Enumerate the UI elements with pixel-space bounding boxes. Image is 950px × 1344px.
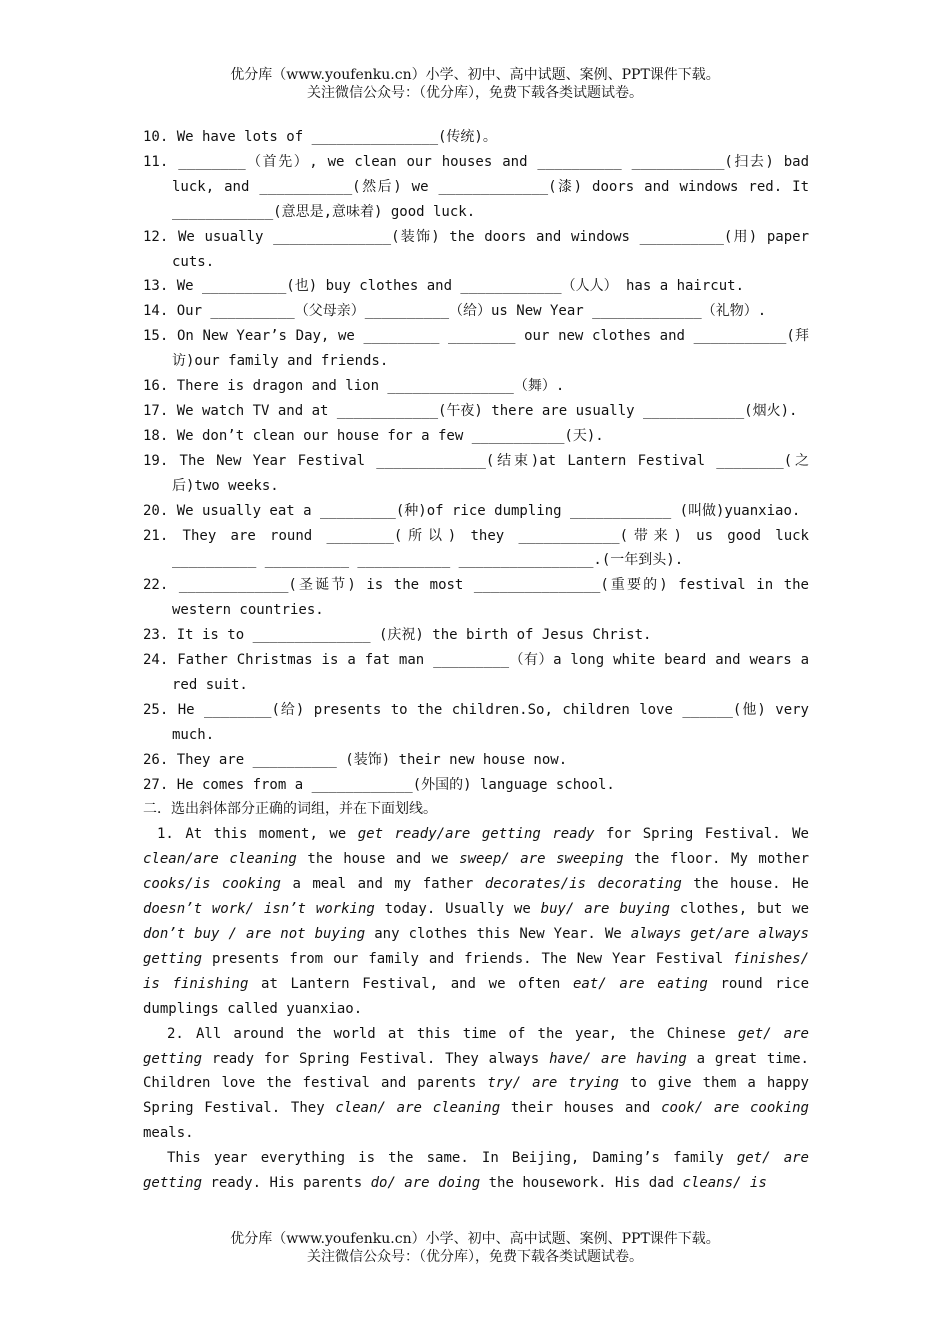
exercise-item-13: 13. We __________(也) buy clothes and ____________（人人） has a haircut. <box>143 278 745 295</box>
passage-text: a great time. Children love the festival and parents <box>143 1050 809 1092</box>
page-header <box>0 66 950 102</box>
exercise-item-12: 12. We usually ______________(装饰) the doors and windows __________(用) paper cuts. <box>143 228 809 270</box>
footer-line-1: 优分库（www.youfenku.cn）小学、初中、高中试题、案例、PPT课件下载。 <box>230 1231 720 1247</box>
page-footer <box>0 1230 950 1266</box>
passage-text: meals. <box>143 1125 194 1142</box>
choice-option: cook/ are cooking <box>661 1100 809 1117</box>
exercise-item-24: 24. Father Christmas is a fat man _________（有）a long white beard and wears a red suit. <box>143 652 809 693</box>
passage-text: today. Usually we <box>374 901 541 918</box>
passage-text: a meal and my father <box>280 876 485 893</box>
section-2-title: 二．选出斜体部分正确的词组，并在下面划线。 <box>143 801 437 818</box>
passage-text: presents from our family and friends. The New Year Festival <box>202 950 734 967</box>
passage-text: 1. At this moment, we <box>157 826 358 843</box>
exercise-item-27: 27. He comes from a ____________(外国的) language school. <box>143 776 615 793</box>
passage-text: the floor. My mother <box>623 851 809 868</box>
choice-option: cleans/ is <box>682 1175 767 1192</box>
header-line-1: 优分库（www.youfenku.cn）小学、初中、高中试题、案例、PPT课件下载。 <box>230 67 720 83</box>
passage-text: any clothes this New Year. We <box>365 926 631 942</box>
passage-text: their houses and <box>500 1100 662 1117</box>
exercise-item-25: 25. He ________(给) presents to the children.So, children love ______(他) very much. <box>143 701 809 743</box>
exercise-item-11: 11. ________（首先）, we clean our houses and __________ ___________(扫去) bad luck, and ___________(然后) we _____________(漆) doors and windows red. It ____________(意思是,意味着) good luck. <box>143 153 809 220</box>
exercise-item-17: 17. We watch TV and at ____________(午夜) there are usually ____________(烟火). <box>143 402 798 419</box>
header-line-2: 关注微信公众号：（优分库），免费下载各类试题试卷。 <box>307 85 643 101</box>
choice-option: clean/are cleaning <box>143 851 297 868</box>
passage-text: ready. His parents <box>202 1175 371 1192</box>
choice-option: do/ are doing <box>370 1175 481 1192</box>
exercise-item-16: 16. There is dragon and lion _______________（舞）. <box>143 378 565 395</box>
choice-option: cooks/is cooking <box>143 876 281 893</box>
exercise-item-20: 20. We usually eat a _________(种)of rice dumpling ____________ (叫做)yuanxiao. <box>143 502 801 519</box>
choice-option: always get/are always getting <box>143 926 809 967</box>
exercise-item-22: 22. _____________(圣诞节) is the most _______________(重要的) festival in the western countries. <box>143 577 809 619</box>
exercise-item-21: 21. They are round ________(所以) they ____________(带来) us good luck __________ __________ ___________ ________________.(一年到头). <box>143 527 809 569</box>
passage-text: clothes, but we <box>669 901 810 918</box>
choice-option: eat/ are eating <box>572 975 708 992</box>
passage-text: round rice dumplings called yuanxiao. <box>143 975 810 1017</box>
passage-3 <box>143 1146 809 1196</box>
choice-option: have/ are having <box>549 1050 687 1067</box>
exercise-item-23: 23. It is to ______________ (庆祝) the birth of Jesus Christ. <box>143 627 652 644</box>
passage-text: to give them a happy Spring Festival. They <box>143 1075 809 1117</box>
passage-2 <box>143 1022 809 1147</box>
passage-text: for Spring Festival. We <box>594 826 809 843</box>
exercise-item-19: 19. The New Year Festival _____________(结束)at Lantern Festival ________(之后)two weeks. <box>143 452 809 494</box>
exercise-item-26: 26. They are __________ (装饰) their new house now. <box>143 751 568 768</box>
worksheet-body <box>143 125 809 1196</box>
passage-text: ready for Spring Festival. They always <box>202 1050 550 1067</box>
passage-text: 2. All around the world at this time of the year, the Chinese <box>167 1025 738 1042</box>
choice-option: sweep/ are sweeping <box>459 851 624 868</box>
exercise-item-14: 14. Our __________（父母亲）__________（给）us New Year _____________（礼物）. <box>143 303 767 320</box>
passage-text: This year everything is the same. In Beijing, Daming’s family <box>167 1150 737 1167</box>
choice-option: clean/ are cleaning <box>335 1100 501 1117</box>
passage-1 <box>143 822 809 1021</box>
choice-option: get/ are getting <box>143 1150 809 1192</box>
footer-line-2: 关注微信公众号：（优分库），免费下载各类试题试卷。 <box>307 1249 643 1265</box>
choice-option: don’t buy / are not buying <box>143 926 366 942</box>
exercise-item-18: 18. We don’t clean our house for a few ___________(天). <box>143 427 604 444</box>
choice-option: doesn’t work/ isn’t working <box>143 901 375 918</box>
passage-text: the house and we <box>296 851 460 868</box>
passage-text: at Lantern Festival, and we often <box>248 975 573 992</box>
passage-text: the house. He <box>681 876 809 893</box>
choice-option: get/ are getting <box>143 1025 809 1067</box>
choice-option: try/ are trying <box>487 1075 619 1092</box>
exercise-item-10: 10. We have lots of _______________(传统)。 <box>143 129 497 145</box>
choice-option: get ready/are getting ready <box>357 826 595 843</box>
choice-option: finishes/ is finishing <box>143 950 809 992</box>
exercise-item-15: 15. On New Year’s Day, we _________ ________ our new clothes and ___________(拜访)our family and friends. <box>143 328 809 370</box>
choice-option: decorates/is decorating <box>484 876 682 893</box>
passage-text: the housework. His dad <box>480 1175 683 1192</box>
choice-option: buy/ are buying <box>540 901 670 918</box>
